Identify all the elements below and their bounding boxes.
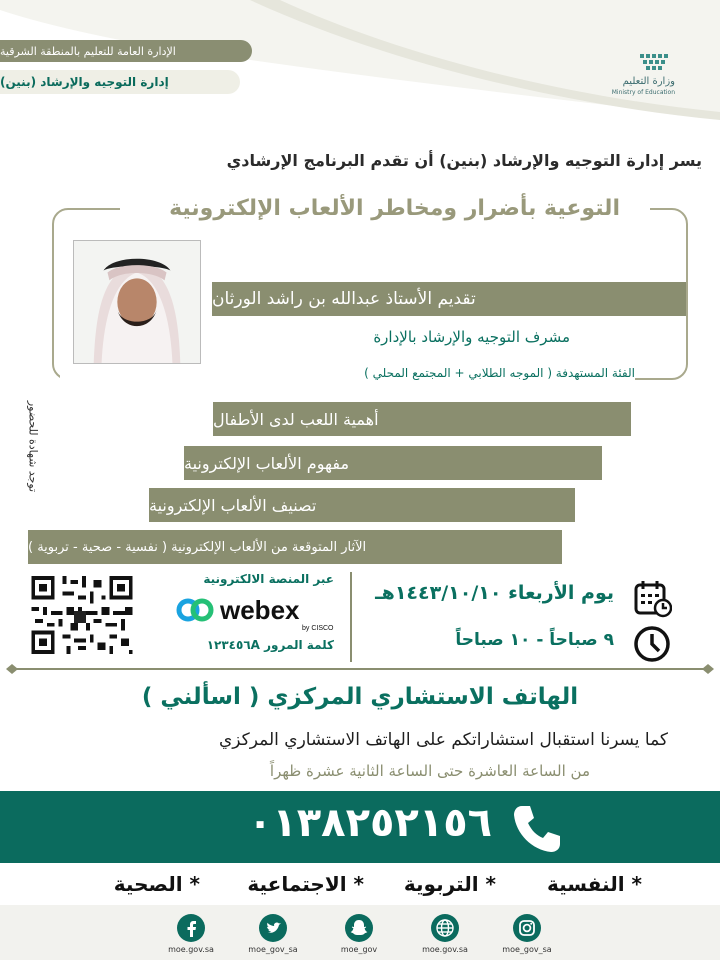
meeting-password: كلمة المرور ١٢٣٤٥٦A [206,638,334,652]
program-title: التوعية بأضرار ومخاطر الألعاب الإلكترونية [169,196,620,221]
twitter-handle: moe_gov_sa [248,945,298,954]
topic-item: أهمية اللعب لدى الأطفال [213,402,631,436]
instagram-handle: moe_gov_sa [502,945,552,954]
section-divider [6,664,714,674]
facebook-icon[interactable] [176,913,206,943]
webex-wordmark: webex [220,595,300,625]
ministry-name-english: Ministry of Education [611,89,675,96]
globe-icon[interactable] [430,913,460,943]
webex-logo[interactable] [174,592,352,632]
presenter-photo [73,240,201,364]
ministry-name-arabic: وزارة التعليم [622,76,675,87]
topic-item: مفهوم الألعاب الإلكترونية [184,446,602,480]
hotline-hours: من الساعة العاشرة حتى الساعة الثانية عشرة ظهراً [269,762,590,780]
target-audience: الفئة المستهدفة ( الموجه الطلابي + المجتمع المحلي ) [60,366,635,380]
department-label: إدارة التوجيه والإرشاد (بنين) [0,70,240,94]
attendance-certificate-note: توجد شهادة للحضور [26,400,40,493]
hotline-description: كما يسرنا استقبال استشاراتكم على الهاتف الاستشاري المركزي [218,730,668,750]
twitter-icon[interactable] [258,913,288,943]
region-admin-label: الإدارة العامة للتعليم بالمنطقة الشرقية [0,40,252,62]
qr-code[interactable] [30,576,134,654]
snapchat-handle: moe_gov [340,945,378,954]
category-educational: * التربوية [403,872,496,896]
category-psychological: * النفسية [547,872,642,896]
event-date: يوم الأربعاء ١٤٤٣/١٠/١٠هـ [375,582,614,604]
intro-text: يسر إدارة التوجيه والإرشاد (بنين) أن تقدم البرنامج الإرشادي [226,151,702,170]
phone-icon [508,800,564,856]
webex-byline: by CISCO [302,625,334,632]
platform-label: عبر المنصة الالكترونية [203,572,334,586]
info-divider [350,572,352,662]
clock-icon [632,624,672,664]
facebook-handle: moe.gov.sa [168,945,214,954]
instagram-icon[interactable] [512,913,542,943]
website-handle: moe.gov.sa [422,945,468,954]
event-time: ٩ صباحاً - ١٠ صباحاً [455,630,614,650]
topic-item: الآثار المتوقعة من الألعاب الإلكترونية ( نفسية - صحية - تربوية ) [28,530,562,564]
hotline-number[interactable]: ٠١٣٨٢٥٢١٥٦ [247,800,493,846]
category-social: * الاجتماعية [247,872,364,896]
hotline-title: الهاتف الاستشاري المركزي ( اسألني ) [141,684,579,710]
snapchat-icon[interactable] [344,913,374,943]
calendar-icon [632,578,672,618]
topic-item: تصنيف الألعاب الإلكترونية [149,488,575,522]
presenter-role: مشرف التوجيه والإرشاد بالإدارة [373,328,570,346]
category-health: * الصحية [113,872,200,896]
presenter-name: تقديم الأستاذ عبدالله بن راشد الورثان [212,282,686,316]
